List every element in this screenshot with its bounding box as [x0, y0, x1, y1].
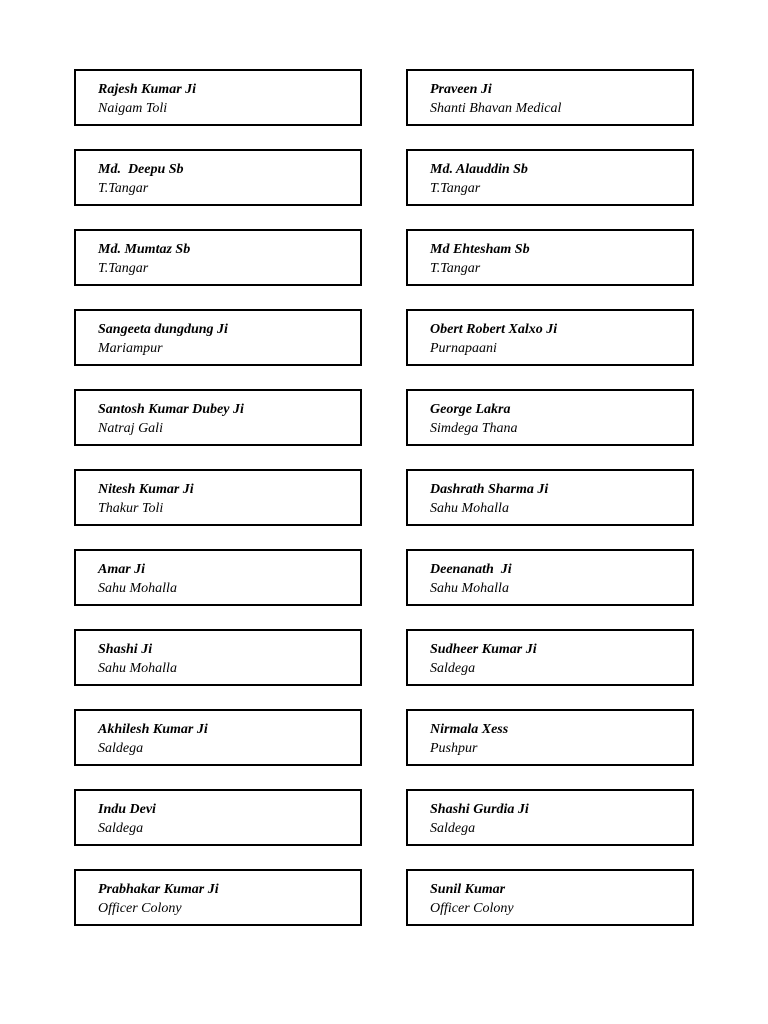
- recipient-name: Dashrath Sharma Ji: [430, 482, 549, 497]
- recipient-address: Saldega: [430, 821, 476, 836]
- recipient-name: Prabhakar Kumar Ji: [98, 882, 219, 897]
- recipient-address: Sahu Mohalla: [98, 661, 177, 676]
- address-label: [74, 549, 362, 606]
- recipient-name: Deenanath Ji: [430, 562, 512, 577]
- recipient-name: Md. Alauddin Sb: [430, 162, 528, 177]
- recipient-name: Obert Robert Xalxo Ji: [430, 322, 558, 337]
- address-label: [406, 229, 694, 286]
- address-label: [74, 709, 362, 766]
- recipient-name: Amar Ji: [98, 562, 146, 577]
- recipient-address: Pushpur: [430, 741, 478, 756]
- recipient-name: Akhilesh Kumar Ji: [98, 722, 208, 737]
- address-label: [406, 709, 694, 766]
- recipient-name: Nirmala Xess: [430, 722, 509, 737]
- recipient-name: Indu Devi: [98, 802, 156, 817]
- address-label: [406, 549, 694, 606]
- recipient-name: Md. Deepu Sb: [98, 162, 184, 177]
- recipient-name: Praveen Ji: [430, 82, 492, 97]
- address-label: [74, 789, 362, 846]
- address-label: [74, 69, 362, 126]
- recipient-address: Officer Colony: [430, 901, 514, 916]
- recipient-address: Natraj Gali: [98, 421, 163, 436]
- recipient-name: Santosh Kumar Dubey Ji: [98, 402, 244, 417]
- recipient-name: Sunil Kumar: [430, 882, 506, 897]
- recipient-address: Naigam Toli: [98, 101, 168, 116]
- recipient-address: Saldega: [430, 661, 476, 676]
- recipient-address: T.Tangar: [98, 261, 149, 276]
- recipient-address: T.Tangar: [98, 181, 149, 196]
- recipient-address: Mariampur: [98, 341, 163, 356]
- address-label: [406, 389, 694, 446]
- address-label: [74, 309, 362, 366]
- address-label: [74, 629, 362, 686]
- recipient-address: Simdega Thana: [430, 421, 518, 436]
- recipient-address: Sahu Mohalla: [430, 581, 509, 596]
- address-label: [74, 869, 362, 926]
- address-label: [406, 469, 694, 526]
- recipient-name: Nitesh Kumar Ji: [98, 482, 194, 497]
- recipient-name: Shashi Gurdia Ji: [430, 802, 529, 817]
- address-label: [74, 149, 362, 206]
- address-label: [406, 869, 694, 926]
- address-label: [406, 789, 694, 846]
- recipient-address: Purnapaani: [430, 341, 497, 356]
- recipient-name: Md. Mumtaz Sb: [98, 242, 191, 257]
- address-label: [74, 389, 362, 446]
- address-label-sheet: [74, 69, 694, 926]
- recipient-address: Saldega: [98, 821, 144, 836]
- address-label: [74, 229, 362, 286]
- address-label: [406, 149, 694, 206]
- address-label: [406, 629, 694, 686]
- recipient-name: Sangeeta dungdung Ji: [98, 322, 228, 337]
- address-label: [406, 309, 694, 366]
- recipient-name: George Lakra: [430, 402, 511, 417]
- recipient-address: T.Tangar: [430, 181, 481, 196]
- recipient-name: Shashi Ji: [98, 642, 153, 657]
- recipient-address: Officer Colony: [98, 901, 182, 916]
- recipient-address: Thakur Toli: [98, 501, 164, 516]
- recipient-address: T.Tangar: [430, 261, 481, 276]
- address-label: [406, 69, 694, 126]
- recipient-name: Rajesh Kumar Ji: [98, 82, 197, 97]
- recipient-name: Sudheer Kumar Ji: [430, 642, 537, 657]
- address-label: [74, 469, 362, 526]
- recipient-name: Md Ehtesham Sb: [430, 242, 530, 257]
- recipient-address: Sahu Mohalla: [98, 581, 177, 596]
- recipient-address: Shanti Bhavan Medical: [430, 101, 562, 116]
- recipient-address: Saldega: [98, 741, 144, 756]
- recipient-address: Sahu Mohalla: [430, 501, 509, 516]
